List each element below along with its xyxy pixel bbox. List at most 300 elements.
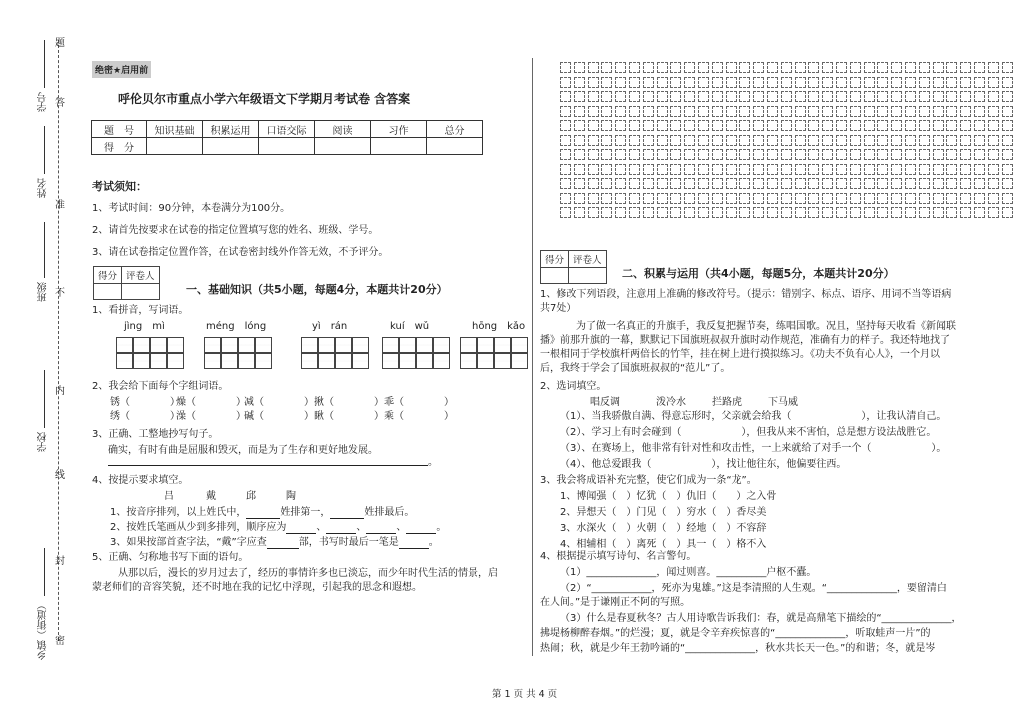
composition-cell[interactable] — [615, 149, 626, 160]
composition-cell[interactable] — [670, 135, 681, 146]
composition-cell[interactable] — [822, 164, 833, 175]
composition-cell[interactable] — [891, 106, 902, 117]
composition-cell[interactable] — [601, 178, 612, 189]
composition-cell[interactable] — [946, 149, 957, 160]
composition-cell[interactable] — [629, 91, 640, 102]
composition-cell[interactable] — [781, 207, 792, 218]
composition-cell[interactable] — [657, 106, 668, 117]
composition-cell[interactable] — [877, 62, 888, 73]
composition-cell[interactable] — [864, 77, 875, 88]
composition-cell[interactable] — [560, 207, 571, 218]
composition-cell[interactable] — [960, 207, 971, 218]
pinyin-writing-cell[interactable] — [204, 337, 221, 353]
composition-cell[interactable] — [822, 193, 833, 204]
composition-cell[interactable] — [822, 62, 833, 73]
poem-line[interactable]: （1）______________，闻过则喜。__________户枢不蠹。 — [560, 567, 817, 578]
composition-cell[interactable] — [670, 178, 681, 189]
composition-cell[interactable] — [974, 91, 985, 102]
composition-cell[interactable] — [836, 207, 847, 218]
pinyin-writing-cell[interactable] — [133, 337, 150, 353]
composition-cell[interactable] — [905, 178, 916, 189]
composition-cell[interactable] — [781, 91, 792, 102]
composition-cell[interactable] — [933, 193, 944, 204]
composition-cell[interactable] — [753, 207, 764, 218]
composition-cell[interactable] — [615, 135, 626, 146]
composition-cell[interactable] — [1002, 193, 1013, 204]
composition-cell[interactable] — [960, 135, 971, 146]
composition-cell[interactable] — [905, 135, 916, 146]
composition-cell[interactable] — [588, 120, 599, 131]
composition-cell[interactable] — [560, 193, 571, 204]
scorer-box-cell[interactable] — [541, 268, 569, 284]
idiom-item[interactable]: 2、异想天（ ）门见（ ）穷水（ ）香尽美 — [560, 507, 767, 518]
composition-cell[interactable] — [684, 193, 695, 204]
answer-blank[interactable] — [330, 508, 364, 519]
composition-cell[interactable] — [767, 149, 778, 160]
composition-cell[interactable] — [712, 77, 723, 88]
composition-cell[interactable] — [877, 120, 888, 131]
composition-cell[interactable] — [864, 106, 875, 117]
composition-cell[interactable] — [753, 120, 764, 131]
composition-cell[interactable] — [988, 62, 999, 73]
composition-cell[interactable] — [684, 178, 695, 189]
composition-cell[interactable] — [698, 135, 709, 146]
composition-cell[interactable] — [905, 106, 916, 117]
composition-cell[interactable] — [753, 135, 764, 146]
composition-cell[interactable] — [670, 106, 681, 117]
composition-cell[interactable] — [560, 120, 571, 131]
composition-cell[interactable] — [726, 120, 737, 131]
composition-cell[interactable] — [877, 135, 888, 146]
composition-cell[interactable] — [960, 62, 971, 73]
idiom-item[interactable]: 3、水深火（ ）火朝（ ）经地（ ）不容辞 — [560, 523, 767, 534]
composition-cell[interactable] — [643, 62, 654, 73]
composition-cell[interactable] — [808, 62, 819, 73]
composition-cell[interactable] — [712, 164, 723, 175]
composition-cell[interactable] — [698, 149, 709, 160]
composition-cell[interactable] — [643, 178, 654, 189]
composition-cell[interactable] — [1002, 120, 1013, 131]
pinyin-writing-cell[interactable] — [399, 337, 416, 353]
composition-cell[interactable] — [933, 120, 944, 131]
score-cell[interactable] — [371, 138, 427, 155]
composition-cell[interactable] — [988, 120, 999, 131]
composition-cell[interactable] — [629, 178, 640, 189]
composition-cell[interactable] — [933, 178, 944, 189]
composition-cell[interactable] — [960, 149, 971, 160]
fill-item[interactable]: （2）、学习上有时会碰到（ ），但我从来不害怕，总是想方设法战胜它。 — [560, 427, 937, 438]
composition-cell[interactable] — [588, 106, 599, 117]
composition-cell[interactable] — [753, 106, 764, 117]
composition-cell[interactable] — [850, 62, 861, 73]
composition-cell[interactable] — [836, 106, 847, 117]
composition-cell[interactable] — [795, 62, 806, 73]
composition-cell[interactable] — [574, 207, 585, 218]
composition-cell[interactable] — [891, 149, 902, 160]
composition-cell[interactable] — [712, 193, 723, 204]
pinyin-writing-cell[interactable] — [301, 337, 318, 353]
composition-cell[interactable] — [891, 77, 902, 88]
composition-cell[interactable] — [615, 91, 626, 102]
answer-blank[interactable] — [326, 523, 356, 534]
composition-cell[interactable] — [905, 120, 916, 131]
composition-cell[interactable] — [767, 193, 778, 204]
composition-cell[interactable] — [974, 135, 985, 146]
composition-cell[interactable] — [643, 149, 654, 160]
composition-cell[interactable] — [670, 149, 681, 160]
composition-cell[interactable] — [670, 91, 681, 102]
composition-cell[interactable] — [905, 149, 916, 160]
pinyin-writing-cell[interactable] — [255, 337, 272, 353]
composition-cell[interactable] — [781, 135, 792, 146]
score-cell[interactable] — [147, 138, 203, 155]
composition-cell[interactable] — [560, 135, 571, 146]
composition-cell[interactable] — [629, 149, 640, 160]
composition-cell[interactable] — [919, 207, 930, 218]
poem-line[interactable]: 热闹；秋，就是少年王勃吟诵的“______________，秋水共长天一色。”的和谐；冬，就是岑 — [540, 643, 936, 654]
composition-cell[interactable] — [974, 207, 985, 218]
composition-cell[interactable] — [684, 62, 695, 73]
composition-row[interactable] — [560, 149, 1014, 161]
composition-cell[interactable] — [795, 164, 806, 175]
composition-cell[interactable] — [877, 106, 888, 117]
composition-cell[interactable] — [864, 62, 875, 73]
word-blank[interactable]: 瞅（ ） — [314, 411, 384, 422]
composition-cell[interactable] — [657, 207, 668, 218]
pinyin-writing-cell[interactable] — [301, 353, 318, 369]
answer-blank[interactable] — [406, 523, 436, 534]
poem-line[interactable]: （2）“____________，死亦为鬼雄。”这是李清照的人生观。“______________，要留清白 — [560, 583, 947, 594]
pinyin-writing-cell[interactable] — [460, 353, 477, 369]
composition-cell[interactable] — [615, 178, 626, 189]
composition-cell[interactable] — [960, 77, 971, 88]
composition-cell[interactable] — [560, 77, 571, 88]
composition-cell[interactable] — [643, 164, 654, 175]
composition-cell[interactable] — [822, 135, 833, 146]
composition-row[interactable] — [560, 120, 1014, 132]
composition-cell[interactable] — [629, 120, 640, 131]
composition-cell[interactable] — [670, 193, 681, 204]
scorer-box-cell[interactable] — [122, 284, 160, 300]
composition-cell[interactable] — [933, 91, 944, 102]
composition-cell[interactable] — [726, 62, 737, 73]
composition-cell[interactable] — [850, 135, 861, 146]
idiom-item[interactable]: 4、相辅相（ ）离死（ ）具一（ ）格不入 — [560, 539, 767, 550]
composition-cell[interactable] — [643, 120, 654, 131]
composition-cell[interactable] — [657, 77, 668, 88]
composition-cell[interactable] — [1002, 135, 1013, 146]
composition-cell[interactable] — [601, 91, 612, 102]
word-blank[interactable]: 揪（ ） — [314, 397, 384, 408]
pinyin-writing-cell[interactable] — [221, 337, 238, 353]
composition-cell[interactable] — [905, 77, 916, 88]
composition-cell[interactable] — [588, 207, 599, 218]
composition-cell[interactable] — [836, 62, 847, 73]
composition-cell[interactable] — [946, 77, 957, 88]
composition-cell[interactable] — [588, 164, 599, 175]
composition-cell[interactable] — [739, 164, 750, 175]
composition-cell[interactable] — [891, 120, 902, 131]
composition-cell[interactable] — [643, 106, 654, 117]
composition-cell[interactable] — [698, 106, 709, 117]
composition-cell[interactable] — [739, 178, 750, 189]
composition-cell[interactable] — [753, 193, 764, 204]
composition-cell[interactable] — [726, 178, 737, 189]
composition-cell[interactable] — [795, 207, 806, 218]
composition-cell[interactable] — [850, 106, 861, 117]
composition-cell[interactable] — [712, 91, 723, 102]
composition-cell[interactable] — [974, 193, 985, 204]
composition-cell[interactable] — [822, 106, 833, 117]
composition-cell[interactable] — [601, 120, 612, 131]
composition-cell[interactable] — [726, 207, 737, 218]
composition-cell[interactable] — [864, 207, 875, 218]
composition-cell[interactable] — [919, 62, 930, 73]
composition-cell[interactable] — [960, 120, 971, 131]
composition-cell[interactable] — [684, 106, 695, 117]
composition-cell[interactable] — [684, 120, 695, 131]
composition-cell[interactable] — [933, 164, 944, 175]
composition-cell[interactable] — [739, 193, 750, 204]
composition-cell[interactable] — [808, 178, 819, 189]
composition-row[interactable] — [560, 77, 1014, 89]
composition-cell[interactable] — [891, 164, 902, 175]
composition-cell[interactable] — [657, 135, 668, 146]
composition-cell[interactable] — [919, 120, 930, 131]
composition-cell[interactable] — [684, 135, 695, 146]
composition-cell[interactable] — [891, 193, 902, 204]
composition-cell[interactable] — [919, 135, 930, 146]
composition-cell[interactable] — [601, 164, 612, 175]
composition-row[interactable] — [560, 106, 1014, 118]
composition-cell[interactable] — [560, 149, 571, 160]
composition-cell[interactable] — [726, 91, 737, 102]
composition-cell[interactable] — [615, 77, 626, 88]
pinyin-writing-cell[interactable] — [460, 337, 477, 353]
composition-cell[interactable] — [946, 178, 957, 189]
composition-cell[interactable] — [850, 91, 861, 102]
pinyin-writing-cell[interactable] — [416, 353, 433, 369]
composition-cell[interactable] — [698, 120, 709, 131]
composition-cell[interactable] — [629, 62, 640, 73]
composition-cell[interactable] — [629, 77, 640, 88]
pinyin-writing-cell[interactable] — [511, 353, 528, 369]
composition-cell[interactable] — [712, 207, 723, 218]
composition-cell[interactable] — [684, 91, 695, 102]
composition-cell[interactable] — [905, 62, 916, 73]
composition-cell[interactable] — [891, 91, 902, 102]
composition-cell[interactable] — [588, 193, 599, 204]
composition-cell[interactable] — [864, 135, 875, 146]
composition-cell[interactable] — [712, 178, 723, 189]
composition-cell[interactable] — [601, 193, 612, 204]
composition-cell[interactable] — [877, 207, 888, 218]
composition-cell[interactable] — [588, 178, 599, 189]
pinyin-writing-cell[interactable] — [116, 337, 133, 353]
composition-cell[interactable] — [726, 77, 737, 88]
composition-cell[interactable] — [588, 62, 599, 73]
composition-cell[interactable] — [712, 120, 723, 131]
composition-cell[interactable] — [836, 120, 847, 131]
composition-cell[interactable] — [795, 193, 806, 204]
composition-cell[interactable] — [560, 106, 571, 117]
scorer-box-cell[interactable] — [94, 284, 122, 300]
pinyin-writing-cell[interactable] — [167, 337, 184, 353]
composition-cell[interactable] — [864, 120, 875, 131]
copy-answer-line[interactable] — [108, 465, 428, 466]
composition-cell[interactable] — [850, 178, 861, 189]
pinyin-writing-cell[interactable] — [352, 337, 369, 353]
composition-cell[interactable] — [946, 135, 957, 146]
composition-cell[interactable] — [850, 193, 861, 204]
pinyin-writing-cell[interactable] — [221, 353, 238, 369]
composition-cell[interactable] — [864, 178, 875, 189]
composition-cell[interactable] — [629, 106, 640, 117]
composition-cell[interactable] — [574, 135, 585, 146]
composition-cell[interactable] — [905, 193, 916, 204]
composition-cell[interactable] — [615, 106, 626, 117]
idiom-item[interactable]: 1、博闻强（ ）忆犹（ ）仇旧（ ）之入骨 — [560, 491, 777, 502]
composition-cell[interactable] — [946, 106, 957, 117]
composition-cell[interactable] — [726, 106, 737, 117]
composition-cell[interactable] — [919, 178, 930, 189]
pinyin-writing-cell[interactable] — [477, 337, 494, 353]
composition-cell[interactable] — [795, 91, 806, 102]
composition-cell[interactable] — [588, 149, 599, 160]
composition-cell[interactable] — [1002, 164, 1013, 175]
composition-cell[interactable] — [684, 207, 695, 218]
composition-cell[interactable] — [739, 62, 750, 73]
composition-cell[interactable] — [643, 91, 654, 102]
composition-cell[interactable] — [974, 77, 985, 88]
composition-cell[interactable] — [574, 106, 585, 117]
composition-cell[interactable] — [988, 207, 999, 218]
composition-cell[interactable] — [574, 77, 585, 88]
composition-cell[interactable] — [877, 193, 888, 204]
composition-cell[interactable] — [946, 91, 957, 102]
composition-row[interactable] — [560, 91, 1014, 103]
composition-cell[interactable] — [629, 207, 640, 218]
composition-cell[interactable] — [960, 91, 971, 102]
composition-cell[interactable] — [767, 62, 778, 73]
composition-cell[interactable] — [781, 164, 792, 175]
pinyin-writing-cell[interactable] — [167, 353, 184, 369]
composition-cell[interactable] — [933, 62, 944, 73]
composition-cell[interactable] — [850, 77, 861, 88]
composition-cell[interactable] — [864, 164, 875, 175]
composition-cell[interactable] — [808, 193, 819, 204]
composition-cell[interactable] — [988, 106, 999, 117]
answer-blank[interactable] — [246, 508, 280, 519]
composition-cell[interactable] — [905, 164, 916, 175]
composition-cell[interactable] — [574, 178, 585, 189]
composition-cell[interactable] — [574, 91, 585, 102]
composition-cell[interactable] — [877, 164, 888, 175]
composition-cell[interactable] — [960, 178, 971, 189]
composition-cell[interactable] — [601, 149, 612, 160]
composition-cell[interactable] — [974, 149, 985, 160]
composition-grid[interactable] — [560, 62, 1014, 220]
composition-cell[interactable] — [726, 193, 737, 204]
pinyin-writing-cell[interactable] — [399, 353, 416, 369]
composition-cell[interactable] — [850, 120, 861, 131]
pinyin-writing-cell[interactable] — [416, 337, 433, 353]
word-blank[interactable]: 澡（ ） — [176, 411, 246, 422]
composition-cell[interactable] — [574, 120, 585, 131]
composition-cell[interactable] — [615, 120, 626, 131]
pinyin-writing-cell[interactable] — [238, 353, 255, 369]
composition-cell[interactable] — [670, 164, 681, 175]
pinyin-writing-cell[interactable] — [511, 337, 528, 353]
composition-cell[interactable] — [684, 149, 695, 160]
composition-cell[interactable] — [601, 135, 612, 146]
composition-cell[interactable] — [946, 62, 957, 73]
composition-cell[interactable] — [698, 77, 709, 88]
composition-cell[interactable] — [670, 77, 681, 88]
composition-row[interactable] — [560, 178, 1014, 190]
composition-cell[interactable] — [836, 178, 847, 189]
word-blank[interactable]: 绣（ ） — [110, 411, 180, 422]
composition-cell[interactable] — [767, 135, 778, 146]
composition-cell[interactable] — [781, 62, 792, 73]
composition-cell[interactable] — [988, 135, 999, 146]
pinyin-writing-cell[interactable] — [335, 353, 352, 369]
composition-cell[interactable] — [767, 120, 778, 131]
composition-cell[interactable] — [739, 77, 750, 88]
composition-cell[interactable] — [601, 77, 612, 88]
poem-line[interactable]: 拂堤杨柳醉春烟。”的烂漫；夏，就是令辛弃疾惊喜的“______________，听取蛙声一片”的 — [540, 628, 931, 639]
answer-blank[interactable] — [286, 523, 316, 534]
composition-cell[interactable] — [781, 120, 792, 131]
composition-cell[interactable] — [698, 62, 709, 73]
score-cell[interactable] — [259, 138, 315, 155]
composition-cell[interactable] — [808, 135, 819, 146]
answer-blank[interactable] — [399, 538, 429, 549]
scorer-box-cell[interactable] — [569, 268, 607, 284]
composition-cell[interactable] — [698, 164, 709, 175]
pinyin-writing-cell[interactable] — [494, 353, 511, 369]
composition-row[interactable] — [560, 207, 1014, 219]
pinyin-writing-cell[interactable] — [133, 353, 150, 369]
composition-cell[interactable] — [615, 164, 626, 175]
composition-cell[interactable] — [560, 91, 571, 102]
composition-cell[interactable] — [767, 106, 778, 117]
composition-cell[interactable] — [753, 77, 764, 88]
composition-cell[interactable] — [712, 62, 723, 73]
composition-cell[interactable] — [601, 207, 612, 218]
pinyin-writing-cell[interactable] — [352, 353, 369, 369]
composition-cell[interactable] — [946, 193, 957, 204]
pinyin-writing-cell[interactable] — [204, 353, 221, 369]
composition-cell[interactable] — [1002, 178, 1013, 189]
composition-cell[interactable] — [588, 77, 599, 88]
composition-cell[interactable] — [643, 193, 654, 204]
pinyin-writing-cell[interactable] — [238, 337, 255, 353]
composition-cell[interactable] — [988, 178, 999, 189]
composition-cell[interactable] — [933, 135, 944, 146]
composition-cell[interactable] — [905, 91, 916, 102]
composition-cell[interactable] — [615, 193, 626, 204]
composition-cell[interactable] — [726, 149, 737, 160]
composition-cell[interactable] — [808, 164, 819, 175]
composition-cell[interactable] — [560, 62, 571, 73]
composition-cell[interactable] — [808, 91, 819, 102]
composition-cell[interactable] — [850, 149, 861, 160]
answer-blank[interactable] — [267, 538, 299, 549]
composition-cell[interactable] — [877, 149, 888, 160]
composition-cell[interactable] — [988, 149, 999, 160]
composition-cell[interactable] — [919, 149, 930, 160]
